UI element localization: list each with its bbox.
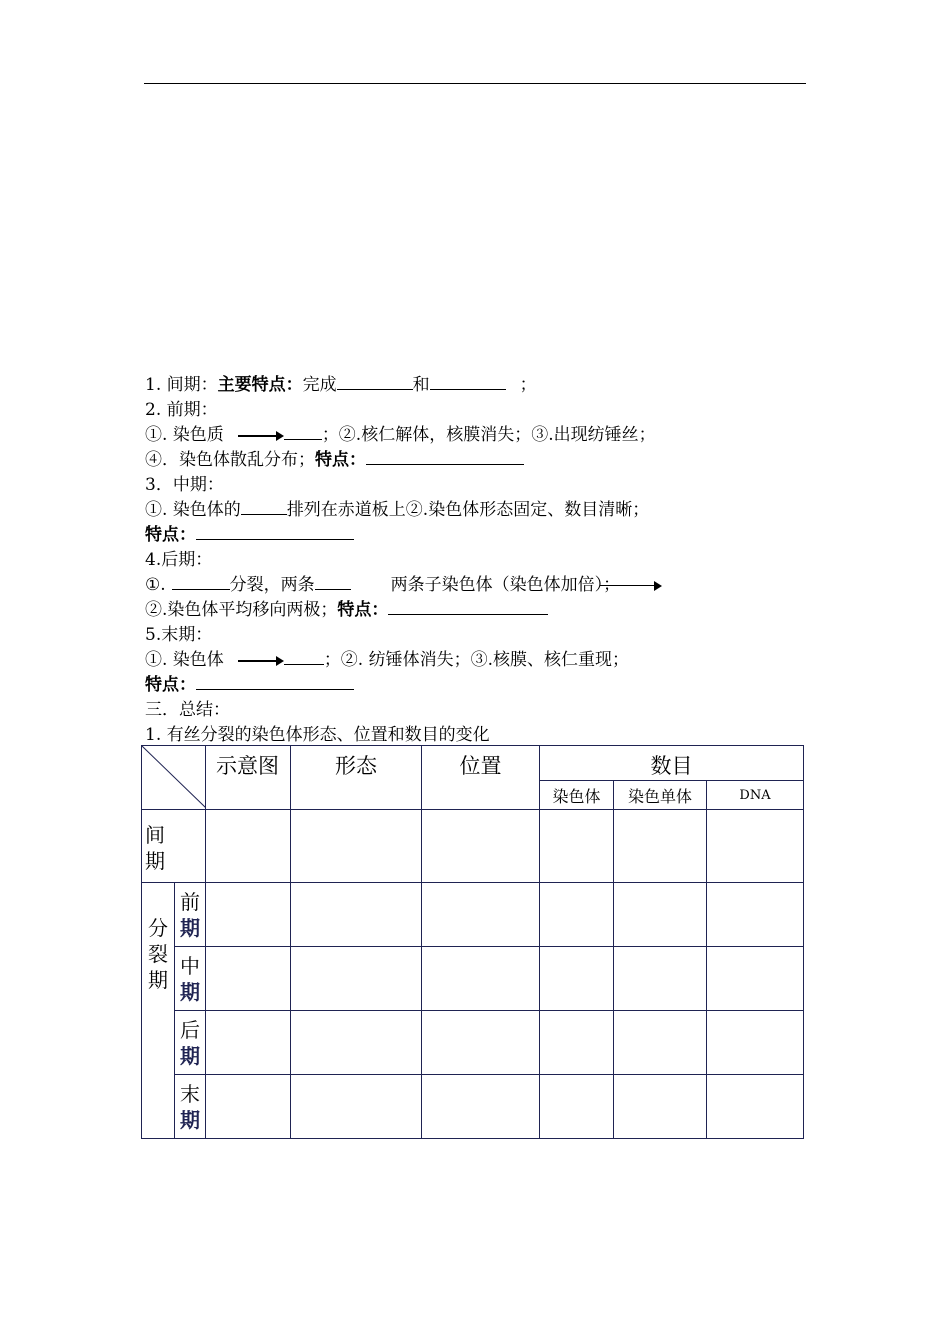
blank-field[interactable] [241,498,287,515]
telophase-title: 5.末期： [145,625,213,645]
table-row [142,1011,804,1075]
blank-field[interactable] [196,523,354,540]
diagonal-header-cell [142,746,206,810]
interphase-text: 间期 [145,823,165,873]
table-cell[interactable] [540,883,614,947]
table-cell[interactable] [206,947,291,1011]
table-cell[interactable] [291,947,422,1011]
feature-label: 特点： [145,525,196,545]
phase-top: 末 [180,1081,200,1106]
table-cell[interactable] [707,810,804,883]
table-cell[interactable] [291,883,422,947]
line-metaphase-2 [145,523,805,548]
line-telophase-title [145,623,805,648]
blank-field[interactable] [196,673,354,690]
item-number: ①. [145,575,166,595]
line-telophase-1 [145,648,805,673]
summary-table [141,745,804,1139]
phase-bottom: 期 [180,1107,200,1132]
table-cell[interactable] [422,947,540,1011]
chromatin-text: ①. 染色质 [145,425,224,445]
table-cell[interactable] [206,1011,291,1075]
table-row [142,1075,804,1139]
poles-text: ②.染色体平均移向两极； [145,600,338,620]
complete-text: 完成 [302,375,337,395]
phase-metaphase [175,947,206,1011]
table-cell[interactable] [707,1011,804,1075]
table-cell[interactable] [291,1011,422,1075]
line-prophase-title [145,398,805,423]
blank-field[interactable] [366,448,524,465]
table-cell[interactable] [614,883,707,947]
table-cell[interactable] [206,810,291,883]
blank-field[interactable] [172,573,230,590]
anaphase-title: 4.后期： [145,550,213,570]
table-cell[interactable] [707,1075,804,1139]
phase-telophase [175,1075,206,1139]
header-chromatid: 染色单体 [614,781,707,810]
telophase-features: ；②. 纺锤体消失；③.核膜、核仁重现； [323,650,630,670]
table-cell[interactable] [707,947,804,1011]
header-form: 形态 [291,746,422,810]
line-prophase-1 [145,423,805,448]
line-interphase [145,373,805,398]
prophase-features: ；②.核仁解体，核膜消失；③.出现纺锤丝； [321,425,656,445]
phase-top: 中 [180,953,200,978]
table-cell[interactable] [422,883,540,947]
line-anaphase-title [145,548,805,573]
header-chromosome: 染色体 [540,781,614,810]
table-cell[interactable] [422,810,540,883]
table-row [142,883,804,947]
line-metaphase-1 [145,498,805,523]
blank-field[interactable] [388,598,548,615]
line-anaphase-2 [145,598,805,623]
table-row [142,810,804,883]
interphase-title: 1. 间期： [145,375,218,395]
right-arrow-icon [600,580,662,592]
split-text: 分裂，两条 [229,575,315,595]
table-cell[interactable] [206,883,291,947]
table-cell[interactable] [614,1075,707,1139]
table-cell[interactable] [206,1075,291,1139]
phase-top: 前 [180,889,200,914]
header-position: 位置 [422,746,540,810]
table-cell[interactable] [422,1075,540,1139]
phase-bottom: 期 [180,915,200,940]
chromosome-text: ①. 染色体的 [145,500,241,520]
phase-top: 后 [180,1017,200,1042]
worksheet-text [145,373,805,748]
header-diagram: 示意图 [206,746,291,810]
blank-field[interactable] [315,573,351,590]
phase-bottom: 期 [180,1043,200,1068]
blank-field[interactable] [430,373,506,390]
summary-title: 三．总结： [145,700,230,720]
prophase-title: 2. 前期： [145,400,218,420]
table-cell[interactable] [614,810,707,883]
right-arrow-icon [238,431,284,441]
scattered-text: ④．染色体散乱分布； [145,450,315,470]
blank-field[interactable] [284,648,324,665]
semicolon: ； [519,375,537,395]
header-dna: DNA [707,781,804,810]
metaphase-features: 排列在赤道板上②.染色体形态固定、数目清晰； [286,500,650,520]
line-summary-title [145,698,805,723]
table-cell[interactable] [707,883,804,947]
feature-label: 特点： [337,600,389,620]
summary-subtitle: 1. 有丝分裂的染色体形态、位置和数目的变化 [145,725,490,745]
blank-field[interactable] [284,423,322,440]
table-cell[interactable] [614,1011,707,1075]
metaphase-title: 3．中期： [145,475,224,495]
table-cell[interactable] [291,810,422,883]
line-prophase-2 [145,448,805,473]
blank-field[interactable] [337,373,413,390]
table-cell[interactable] [614,947,707,1011]
table-cell[interactable] [291,1075,422,1139]
header-rule [144,83,806,84]
table-cell[interactable] [540,1075,614,1139]
table-cell[interactable] [540,810,614,883]
header-count: 数目 [540,746,804,781]
phase-anaphase [175,1011,206,1075]
table-cell[interactable] [540,947,614,1011]
table-cell[interactable] [422,1011,540,1075]
main-feature-label: 主要特点： [217,375,303,395]
feature-label: 特点： [145,675,196,695]
and-text: 和 [412,375,430,395]
chromosome-text: ①. 染色体 [145,650,224,670]
interphase-label [142,810,206,883]
phase-bottom: 期 [180,979,200,1004]
feature-label: 特点： [315,450,366,470]
daughter-chromosome-text: 两条子染色体（染色体加倍）； [390,575,621,595]
division-label [142,883,175,1139]
line-metaphase-title [145,473,805,498]
division-text: 分裂期 [148,916,168,992]
line-telophase-2 [145,673,805,698]
right-arrow-icon [238,656,284,666]
table-row [142,947,804,1011]
phase-prophase [175,883,206,947]
table-cell[interactable] [540,1011,614,1075]
line-anaphase-1 [145,573,805,598]
diagonal-line [142,746,206,808]
